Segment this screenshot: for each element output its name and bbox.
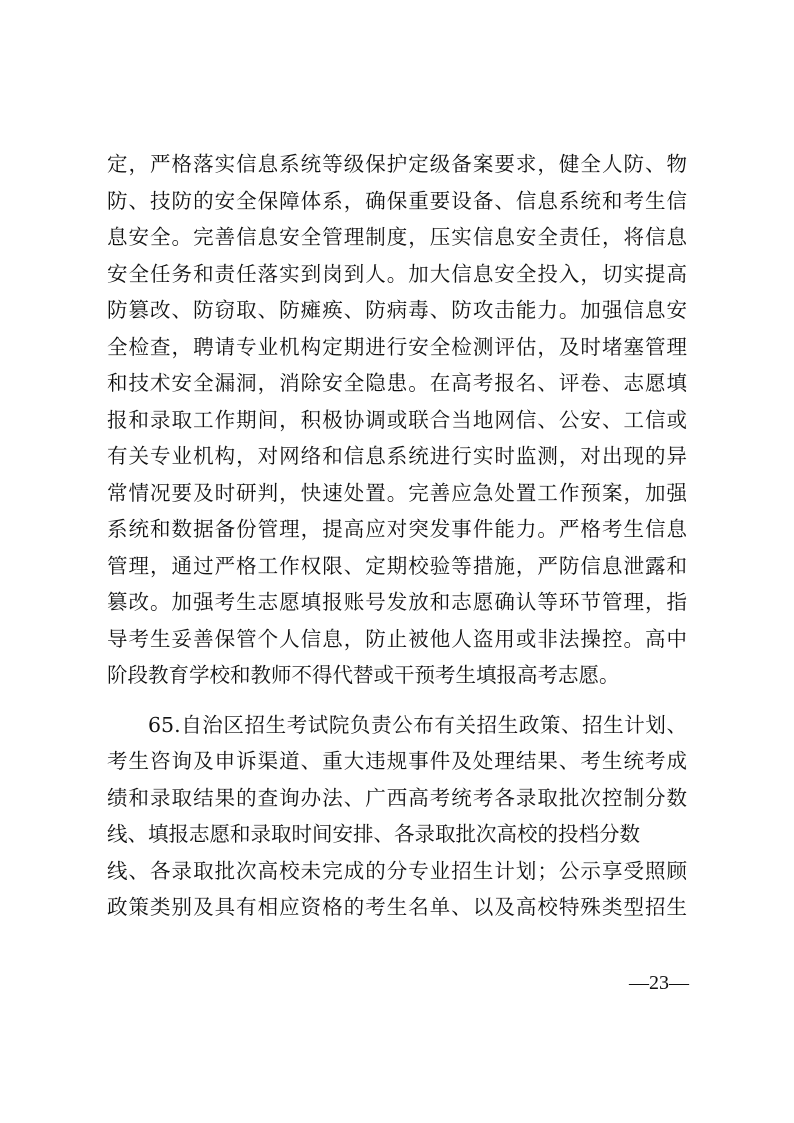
text-line: 导考生妥善保管个人信息，防止被他人盗用或非法操控。高中	[107, 626, 687, 651]
text-line: 报和录取工作期间，积极协调或联合当地网信、公安、工信或	[107, 407, 687, 432]
text-line: 阶段教育学校和教师不得代替或干预考生填报高考志愿。	[107, 663, 620, 687]
text-line: 有关专业机构，对网络和信息系统进行实时监测，对出现的异	[107, 444, 687, 468]
text-line: 系统和数据备份管理，提高应对突发事件能力。严格考生信息	[107, 517, 687, 541]
text-line: 常情况要及时研判，快速处置。完善应急处置工作预案，加强	[107, 480, 687, 505]
text-line: 定，严格落实信息系统等级保护定级备案要求，健全人防、物	[107, 152, 687, 176]
paragraph-1	[107, 146, 687, 694]
page-number: —23—	[629, 972, 689, 994]
text-line: 篡改。加强考生志愿填报账号发放和志愿确认等环节管理，指	[107, 590, 687, 614]
text-line: 65.自治区招生考试院负责公布有关招生政策、招生计划、	[148, 712, 687, 737]
text-line: 管理，通过严格工作权限、定期校验等措施，严防信息泄露和	[107, 553, 687, 578]
text-line: 息安全。完善信息安全管理制度，压实信息安全责任，将信息	[107, 225, 687, 249]
text-line: 全检查，聘请专业机构定期进行安全检测评估，及时堵塞管理	[107, 334, 687, 359]
text-line: 考生咨询及申诉渠道、重大违规事件及处理结果、考生统考成	[107, 749, 687, 773]
text-line: 防、技防的安全保障体系，确保重要设备、信息系统和考生信	[107, 188, 687, 213]
text-line: 防篡改、防窃取、防瘫痪、防病毒、防攻击能力。加强信息安	[107, 298, 687, 322]
text-line: 和技术安全漏洞，消除安全隐患。在高考报名、评卷、志愿填	[107, 371, 687, 395]
paragraph-spacer	[107, 694, 687, 707]
text-line: 线、各录取批次高校未完成的分专业招生计划；公示享受照顾	[107, 858, 687, 883]
paragraph-2	[107, 707, 687, 926]
text-line: 线、填报志愿和录取时间安排、各录取批次高校的投档分数	[107, 822, 640, 846]
text-line: 安全任务和责任落实到岗到人。加大信息安全投入，切实提高	[107, 261, 687, 286]
text-line: 政策类别及具有相应资格的考生名单、以及高校特殊类型招生	[107, 895, 687, 919]
text-line: 绩和录取结果的查询办法、广西高考统考各录取批次控制分数	[107, 785, 687, 810]
document-body	[107, 146, 687, 926]
